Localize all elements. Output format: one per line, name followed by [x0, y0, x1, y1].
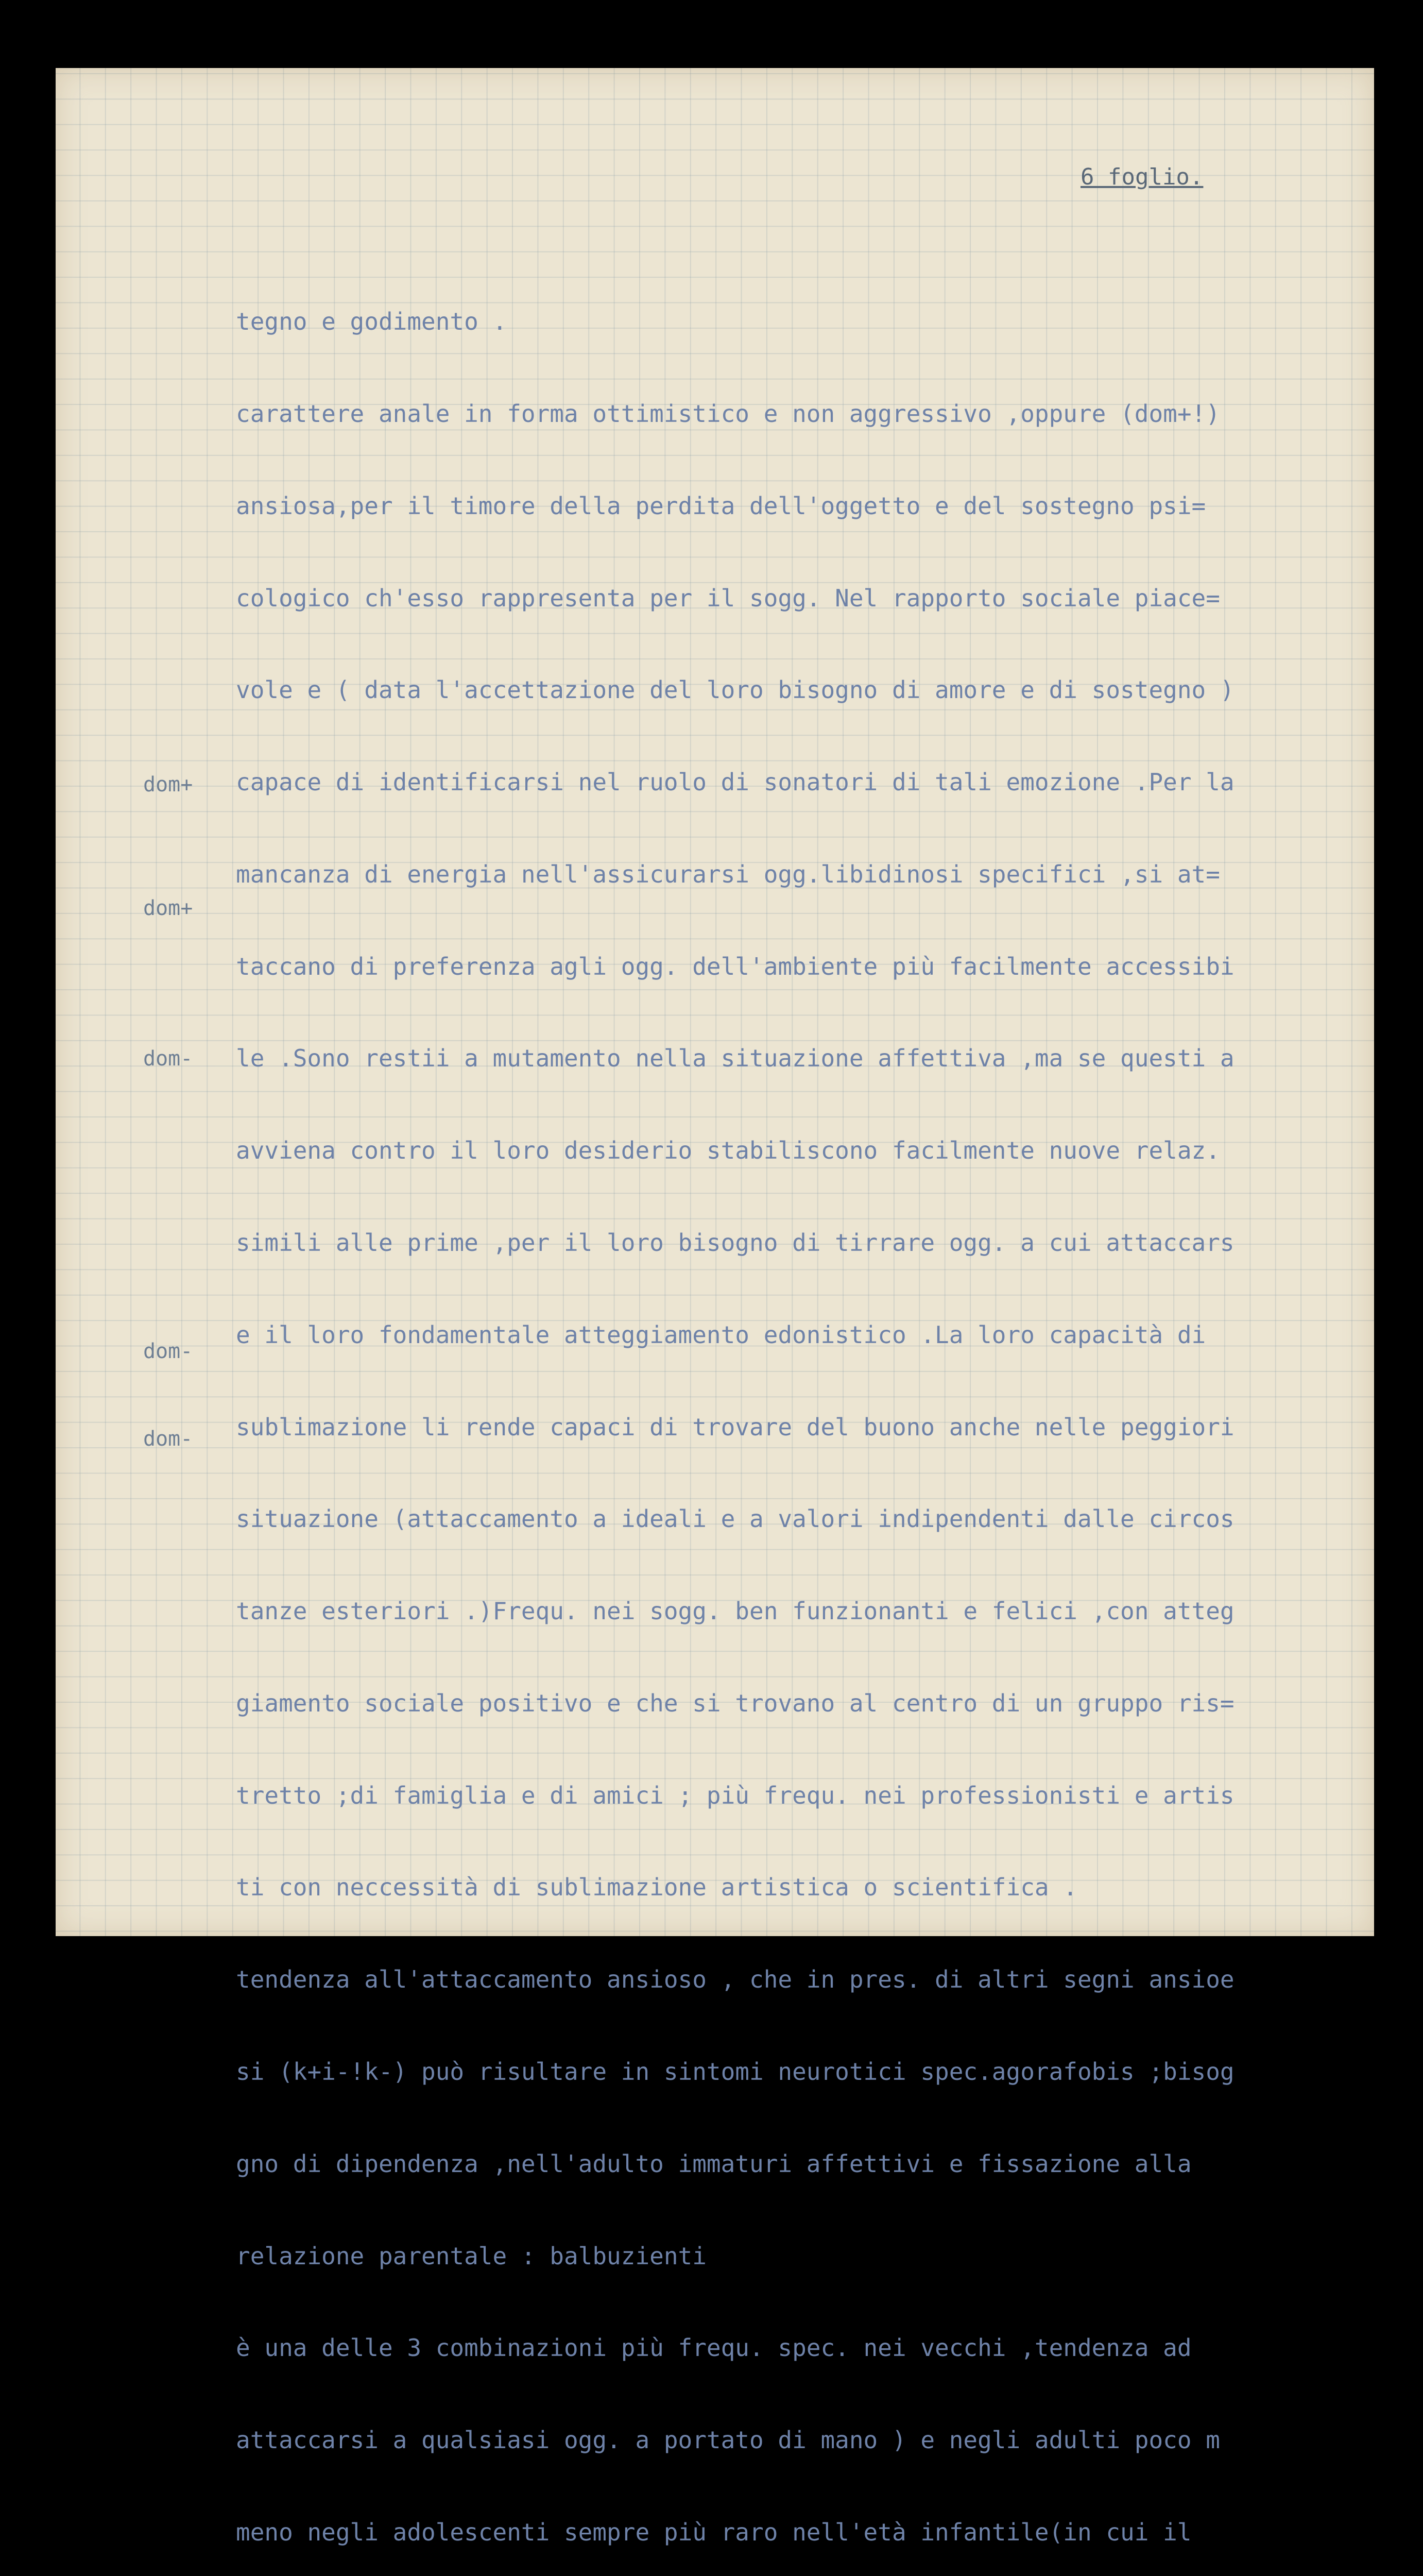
text-line: cologico ch'esso rappresenta per il sogg. Nel rapporto sociale piace= [236, 584, 1220, 612]
text-line: tretto ;di famiglia e di amici ; più frequ. nei professionisti e artis [236, 1781, 1235, 1809]
margin-note: dom- [143, 1340, 193, 1363]
text-line: tendenza all'attaccamento ansioso , che in pres. di altri segni ansioe [236, 1965, 1235, 1994]
text-line: attaccarsi a qualsiasi ogg. a portato di mano ) e negli adulti poco m [236, 2426, 1220, 2454]
text-line: carattere anale in forma ottimistico e non aggressivo ,oppure (dom+!) [236, 399, 1220, 428]
text-line: giamento sociale positivo e che si trovano al centro di un gruppo ris= [236, 1689, 1235, 1717]
margin-note: dom- [143, 1427, 193, 1451]
text-line: vole e ( data l'accettazione del loro bisogno di amore e di sostegno ) [236, 676, 1235, 704]
text-line: è una delle 3 combinazioni più frequ. spec. nei vecchi ,tendenza ad [236, 2334, 1192, 2362]
text-line: ti con neccessità di sublimazione artistica o scientifica . [236, 1873, 1077, 1902]
margin-note: dom+ [143, 773, 193, 796]
text-line: relazione parentale : balbuzienti [236, 2242, 707, 2270]
text-line: capace di identificarsi nel ruolo di sonatori di tali emozione .Per la [236, 768, 1235, 796]
text-line: tegno e godimento . [236, 308, 507, 336]
text-line: e il loro fondamentale atteggiamento edonistico .La loro capacità di [236, 1320, 1206, 1349]
text-line: taccano di preferenza agli ogg. dell'ambiente più facilmente accessibi [236, 952, 1235, 980]
text-line: sublimazione li rende capaci di trovare del buono anche nelle peggiori [236, 1413, 1235, 1441]
text-line: simili alle prime ,per il loro bisogno di tirrare ogg. a cui attaccars [236, 1229, 1235, 1257]
text-line: si (k+i-!k-) può risultare in sintomi neurotici spec.agorafobis ;bisog [236, 2058, 1235, 2086]
text-line: situazione (attaccamento a ideali e a valori indipendenti dalle circos [236, 1505, 1235, 1533]
text-line: ansiosa,per il timore della perdita dell'oggetto e del sostegno psi= [236, 492, 1206, 520]
text-line: avviena contro il loro desiderio stabiliscono facilmente nuove relaz. [236, 1137, 1220, 1165]
text-line: le .Sono restii a mutamento nella situazione affettiva ,ma se questi a [236, 1044, 1235, 1073]
text-line: gno di dipendenza ,nell'adulto immaturi affettivi e fissazione alla [236, 2149, 1192, 2178]
typed-body-text [236, 245, 1348, 2576]
margin-note: dom- [143, 1047, 193, 1071]
text-line: mancanza di energia nell'assicurarsi ogg.libidinosi specifici ,si at= [236, 860, 1220, 888]
text-line: tanze esteriori .)Frequ. nei sogg. ben funzionanti e felici ,con atteg [236, 1597, 1235, 1625]
text-line: meno negli adolescenti sempre più raro nell'età infantile(in cui il [236, 2518, 1192, 2546]
page-number-heading: 6 foglio. [1081, 164, 1204, 190]
margin-note: dom+ [143, 896, 193, 920]
